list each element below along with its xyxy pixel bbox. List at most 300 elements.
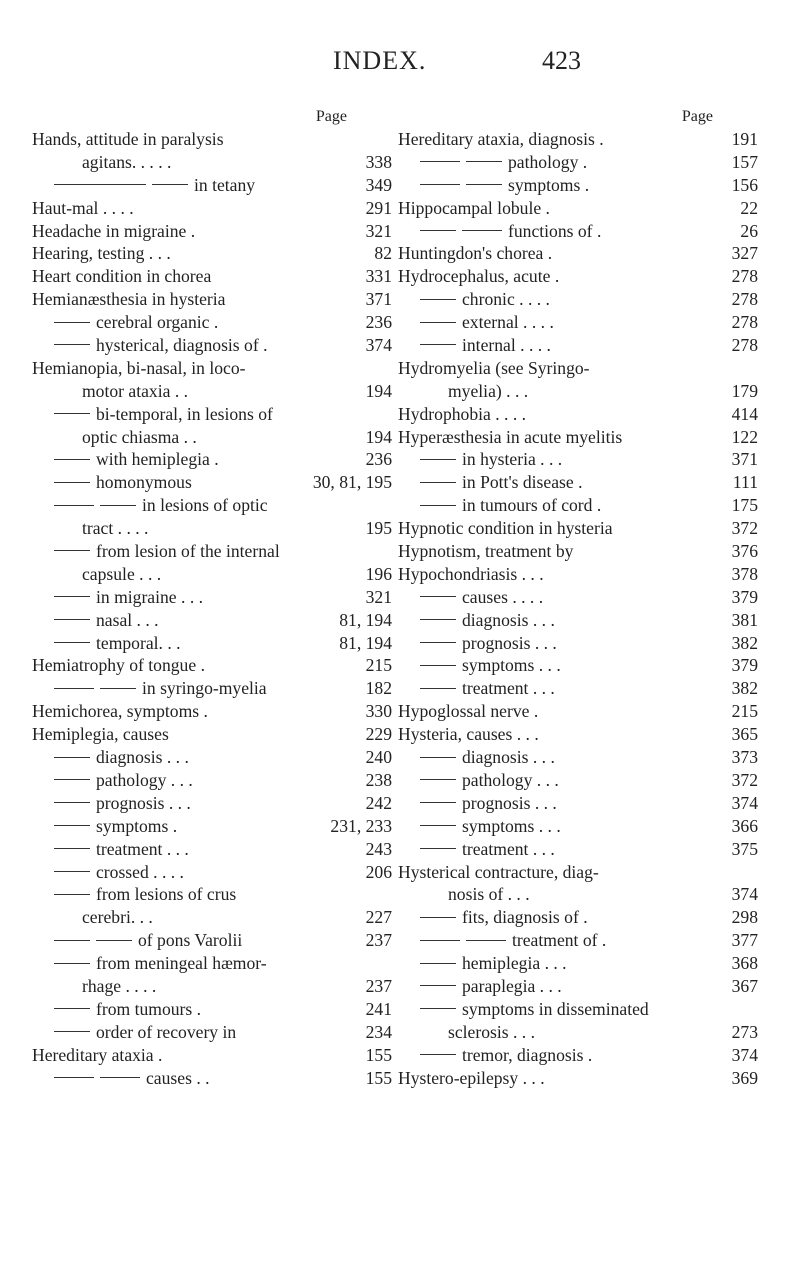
index-entry-text xyxy=(54,815,177,838)
entry-heading: Hypochondriasis xyxy=(398,563,518,584)
index-entry xyxy=(398,220,758,243)
index-entry xyxy=(398,1021,758,1044)
index-entry-text xyxy=(448,1021,535,1044)
index-entry xyxy=(32,128,392,151)
ditto-dash xyxy=(54,779,90,780)
entry-heading: homonymous xyxy=(96,472,192,493)
index-entry-text xyxy=(54,334,268,357)
entry-page-ref: 237 xyxy=(365,975,392,996)
index-entry-text xyxy=(420,334,551,357)
entry-heading: Hydromyelia (see Syringo- xyxy=(398,357,590,378)
index-entry xyxy=(32,426,392,449)
leader-dots: . xyxy=(199,701,208,722)
entry-page-ref: 194 xyxy=(365,380,392,401)
ditto-dash xyxy=(466,940,506,941)
entry-heading: from meningeal hæmor- xyxy=(96,953,267,974)
ditto-dash xyxy=(54,482,90,483)
index-entry-text xyxy=(54,1021,236,1044)
index-entry xyxy=(398,426,758,449)
ditto-dash xyxy=(420,459,456,460)
index-entry xyxy=(398,654,758,677)
entry-page-ref: 374 xyxy=(731,1044,758,1065)
index-entry xyxy=(398,815,758,838)
index-entry xyxy=(32,403,392,426)
index-entry-text xyxy=(420,494,601,517)
ditto-dash xyxy=(54,1008,90,1009)
index-entry xyxy=(32,1021,392,1044)
entry-heading: prognosis xyxy=(462,632,531,653)
ditto-dash xyxy=(54,184,146,185)
entry-heading: myelia) xyxy=(448,380,502,401)
index-entry xyxy=(32,838,392,861)
index-entry xyxy=(398,357,758,380)
leader-dots: . . . xyxy=(162,838,189,859)
index-entry xyxy=(32,677,392,700)
index-entry xyxy=(32,197,392,220)
index-entry-text xyxy=(420,1044,592,1067)
ditto-dash xyxy=(420,688,456,689)
entry-page-ref: 278 xyxy=(731,289,758,310)
index-entry-text xyxy=(420,677,555,700)
entry-page-ref: 157 xyxy=(731,151,758,172)
leader-dots: . . . . xyxy=(113,518,149,539)
entry-heading: internal xyxy=(462,335,516,356)
index-entry xyxy=(398,883,758,906)
index-entry xyxy=(32,265,392,288)
entry-page-ref: 374 xyxy=(731,884,758,905)
index-entry-text xyxy=(420,952,567,975)
entry-heading: pathology xyxy=(462,769,533,790)
leader-dots: . xyxy=(594,129,604,149)
entry-heading: pathology xyxy=(96,769,167,790)
entry-page-ref: 379 xyxy=(731,655,758,676)
ditto-dash xyxy=(54,642,90,643)
entry-page-ref: 366 xyxy=(731,815,758,836)
leader-dots: . . . xyxy=(534,815,561,836)
index-entry xyxy=(398,677,758,700)
entry-heading: symptoms in disseminated xyxy=(462,998,649,1019)
index-entry-text xyxy=(54,403,273,426)
ditto-dash xyxy=(420,825,456,826)
index-entry-text xyxy=(32,288,226,311)
index-entry xyxy=(398,334,758,357)
index-entry xyxy=(32,952,392,975)
entry-page-ref: 278 xyxy=(731,312,758,333)
index-entry-text xyxy=(398,861,599,884)
index-entry xyxy=(32,792,392,815)
index-entry xyxy=(398,128,758,151)
index-entry xyxy=(398,723,758,746)
leader-dots: . . . xyxy=(528,609,555,630)
entry-heading: Hydrophobia xyxy=(398,403,491,424)
entry-page-ref: 321 xyxy=(365,220,392,241)
ditto-dash xyxy=(420,505,456,506)
ditto-dash xyxy=(54,825,90,826)
leader-dots: . . . xyxy=(528,747,555,768)
index-entry xyxy=(32,448,392,471)
entry-page-ref: 330 xyxy=(365,701,392,722)
index-entry-text xyxy=(398,1067,545,1090)
entry-heading: temporal. xyxy=(96,632,163,653)
index-entry xyxy=(398,792,758,815)
index-entry xyxy=(398,746,758,769)
index-entry xyxy=(32,242,392,265)
index-entry-text xyxy=(420,838,555,861)
leader-dots: . . xyxy=(135,907,153,928)
entry-heading: Hysterical contracture, diag- xyxy=(398,861,599,882)
entry-heading: with hemiplegia xyxy=(96,449,210,470)
entry-page-ref: 291 xyxy=(365,197,392,218)
index-entry xyxy=(398,861,758,884)
leader-dots: . xyxy=(543,243,553,264)
ditto-dash xyxy=(54,963,90,964)
leader-dots: . . . . xyxy=(148,861,184,882)
entry-page-ref: 231, 233 xyxy=(330,815,392,836)
index-entry-text xyxy=(420,654,561,677)
leader-dots: . . . . xyxy=(121,975,157,996)
index-entry-text xyxy=(398,540,573,563)
index-entry xyxy=(32,929,392,952)
index-entry-text xyxy=(54,494,268,517)
index-entry-text xyxy=(82,563,161,586)
leader-dots: . . xyxy=(191,1067,210,1088)
ditto-dash xyxy=(54,1077,94,1078)
ditto-dash xyxy=(420,642,456,643)
entry-page-ref: 237 xyxy=(365,930,392,951)
index-entry xyxy=(32,883,392,906)
entry-page-ref: 371 xyxy=(731,449,758,470)
entry-heading: causes xyxy=(146,1067,192,1088)
index-entry xyxy=(32,1044,392,1067)
entry-page-ref: 81, 194 xyxy=(339,609,392,630)
leader-dots: . xyxy=(592,220,602,241)
leader-dots: . . . . xyxy=(518,312,554,333)
entry-page-ref: 378 xyxy=(731,563,758,584)
index-entry xyxy=(398,471,758,494)
page-header xyxy=(0,46,800,86)
ditto-dash xyxy=(100,688,136,689)
index-entry xyxy=(398,288,758,311)
index-entry-text xyxy=(82,380,188,403)
index-entry-text xyxy=(420,975,562,998)
ditto-dash xyxy=(54,619,90,620)
ditto-dash xyxy=(54,940,90,941)
entry-heading: in hysteria xyxy=(462,449,536,470)
ditto-dash xyxy=(152,184,188,185)
leader-dots: . . . xyxy=(534,655,561,676)
leader-dots: . xyxy=(597,930,607,951)
index-entry-text xyxy=(54,861,184,884)
index-entry xyxy=(32,357,392,380)
entry-page-ref: 381 xyxy=(731,609,758,630)
leader-dots: . . . xyxy=(532,769,559,790)
entry-page-ref: 229 xyxy=(365,724,392,745)
entry-heading: Hemianæsthesia in hysteria xyxy=(32,289,226,310)
ditto-dash xyxy=(466,184,502,185)
ditto-dash xyxy=(420,963,456,964)
entry-heading: Hippocampal lobule xyxy=(398,197,542,218)
index-entry-text xyxy=(82,975,156,998)
index-entry xyxy=(32,220,392,243)
page-title: INDEX. xyxy=(333,46,427,75)
ditto-dash xyxy=(420,757,456,758)
index-entry-text xyxy=(54,677,267,700)
leader-dots: . . . xyxy=(166,769,193,790)
entry-heading: Hemiplegia, causes xyxy=(32,724,169,745)
leader-dots: . xyxy=(209,312,219,333)
entry-page-ref: 155 xyxy=(365,1067,392,1088)
ditto-dash xyxy=(466,161,502,162)
entry-page-ref: 374 xyxy=(365,335,392,356)
entry-page-ref: 22 xyxy=(740,197,758,218)
index-entry xyxy=(398,563,758,586)
ditto-dash xyxy=(420,184,460,185)
entry-heading: symptoms xyxy=(462,815,535,836)
leader-dots: . xyxy=(580,174,590,195)
leader-dots: . xyxy=(153,1044,163,1065)
index-entry xyxy=(32,998,392,1021)
leader-dots: . . . xyxy=(530,792,557,813)
index-entry-text xyxy=(398,197,550,220)
leader-dots: . . . xyxy=(540,953,567,974)
index-entry-text xyxy=(420,151,587,174)
index-entry-text xyxy=(398,723,539,746)
index-entry xyxy=(398,975,758,998)
index-entry-text xyxy=(54,929,242,952)
entry-heading: crossed xyxy=(96,861,149,882)
leader-dots: . . . xyxy=(535,449,563,470)
entry-heading: diagnosis xyxy=(96,747,163,768)
ditto-dash xyxy=(420,665,456,666)
index-entry-text xyxy=(398,700,538,723)
entry-page-ref: 374 xyxy=(731,792,758,813)
entry-page-ref: 377 xyxy=(731,930,758,951)
index-entry xyxy=(32,174,392,197)
ditto-dash xyxy=(54,322,90,323)
entry-heading: capsule xyxy=(82,563,135,584)
entry-heading: hemiplegia xyxy=(462,953,541,974)
entry-heading: cerebral organic xyxy=(96,312,210,333)
entry-heading: symptoms xyxy=(508,174,581,195)
index-entry xyxy=(32,1067,392,1090)
index-entry xyxy=(32,311,392,334)
index-entry-text xyxy=(420,609,555,632)
index-entry xyxy=(398,494,758,517)
entry-heading: sclerosis xyxy=(448,1021,509,1042)
leader-dots: . . . . xyxy=(98,197,134,218)
index-entry xyxy=(398,906,758,929)
entry-heading: of pons Varolii xyxy=(138,930,243,951)
leader-dots: . xyxy=(578,151,588,172)
index-entry-text xyxy=(54,746,189,769)
index-entry xyxy=(32,861,392,884)
ditto-dash xyxy=(54,688,94,689)
index-entry-text xyxy=(54,586,203,609)
ditto-dash xyxy=(54,894,90,895)
index-entry xyxy=(398,998,758,1021)
page-column-label: Page xyxy=(681,108,713,125)
index-entry xyxy=(398,197,758,220)
index-entry xyxy=(32,151,392,174)
leader-dots: . xyxy=(192,998,202,1019)
entry-heading: Hands, attitude in paralysis xyxy=(32,129,224,149)
entry-page-ref: 196 xyxy=(365,563,392,584)
index-entry-text xyxy=(420,448,562,471)
index-entry xyxy=(398,586,758,609)
entry-page-ref: 373 xyxy=(731,747,758,768)
index-entry xyxy=(398,311,758,334)
leader-dots: . . . . xyxy=(514,289,550,310)
index-entry xyxy=(32,746,392,769)
index-entry-text xyxy=(54,1067,210,1090)
index-entry-text xyxy=(82,151,171,174)
index-entry-text xyxy=(398,357,590,380)
entry-page-ref: 81, 194 xyxy=(339,632,392,653)
entry-heading: Heart condition in chorea xyxy=(32,266,212,287)
leader-dots: . . xyxy=(162,632,181,653)
leader-dots: . xyxy=(168,815,178,836)
index-entry-text xyxy=(54,952,267,975)
entry-page-ref: 215 xyxy=(365,655,392,676)
leader-dots: . . . xyxy=(528,838,555,859)
index-entry-text xyxy=(398,265,559,288)
entry-heading: Hystero-epilepsy xyxy=(398,1067,519,1088)
index-entry-text xyxy=(54,448,219,471)
ditto-dash xyxy=(54,596,90,597)
leader-dots: . . . xyxy=(144,243,171,264)
index-entry-text xyxy=(32,357,246,380)
entry-heading: Hysteria, causes xyxy=(398,724,513,745)
entry-page-ref: 331 xyxy=(365,266,392,287)
index-entry xyxy=(398,952,758,975)
entry-page-ref: 156 xyxy=(731,174,758,195)
entry-heading: Hypnotic condition in hysteria xyxy=(398,518,613,539)
ditto-dash xyxy=(54,550,90,551)
index-entry xyxy=(398,265,758,288)
entry-page-ref: 382 xyxy=(731,678,758,699)
leader-dots: . xyxy=(258,335,268,356)
index-entry-text xyxy=(420,311,554,334)
index-entry xyxy=(32,654,392,677)
index-entry xyxy=(32,723,392,746)
index-entry-text xyxy=(420,632,557,655)
ditto-dash xyxy=(54,848,90,849)
leader-dots: . . xyxy=(179,426,197,447)
index-entry xyxy=(398,769,758,792)
entry-page-ref: 111 xyxy=(732,472,758,493)
entry-heading: symptoms xyxy=(96,815,169,836)
entry-page-ref: 82 xyxy=(374,243,392,264)
entry-heading: rhage xyxy=(82,975,122,996)
leader-dots: . . . . xyxy=(515,335,551,356)
index-entry-text xyxy=(420,815,561,838)
leader-dots: . . . xyxy=(518,1067,545,1088)
entry-page-ref: 242 xyxy=(365,792,392,813)
entry-page-ref: 236 xyxy=(365,449,392,470)
entry-heading: prognosis xyxy=(96,792,165,813)
entry-page-ref: 155 xyxy=(365,1044,392,1065)
index-entry-text xyxy=(420,998,649,1021)
ditto-dash xyxy=(54,459,90,460)
entry-page-ref: 234 xyxy=(365,1021,392,1042)
index-entry-text xyxy=(82,517,148,540)
index-entry xyxy=(32,517,392,540)
entry-page-ref: 382 xyxy=(731,632,758,653)
entry-heading: from tumours xyxy=(96,998,193,1019)
index-entry-text xyxy=(398,563,544,586)
entry-heading: in tetany xyxy=(194,174,256,195)
entry-page-ref: 30, 81, 195 xyxy=(312,472,392,493)
entry-page-ref: 191 xyxy=(731,129,758,149)
entry-page-ref: 194 xyxy=(365,426,392,447)
index-entry-text xyxy=(54,174,255,197)
index-entry xyxy=(398,1044,758,1067)
index-entry-text xyxy=(420,471,582,494)
index-entry-text xyxy=(398,242,552,265)
entry-heading: Headache in migraine xyxy=(32,220,187,241)
leader-dots: . . xyxy=(170,380,189,401)
leader-dots: . xyxy=(541,197,550,218)
entry-heading: Hemichorea, symptoms xyxy=(32,701,200,722)
ditto-dash xyxy=(54,1031,90,1032)
index-entry xyxy=(398,1067,758,1090)
entry-page-ref: 182 xyxy=(365,678,392,699)
entry-page-ref: 240 xyxy=(365,747,392,768)
leader-dots: . xyxy=(578,907,588,928)
index-entry-text xyxy=(32,654,205,677)
leader-dots: . xyxy=(196,655,205,676)
entry-page-ref: 175 xyxy=(731,495,758,516)
ditto-dash xyxy=(420,848,456,849)
ditto-dash xyxy=(420,322,456,323)
index-entry xyxy=(32,540,392,563)
entry-page-ref: 321 xyxy=(365,586,392,607)
ditto-dash xyxy=(54,802,90,803)
leader-dots: . . . xyxy=(501,380,529,401)
index-entry xyxy=(398,632,758,655)
index-entry-text xyxy=(420,792,557,815)
ditto-dash xyxy=(96,940,132,941)
entry-heading: Hemiatrophy of tongue xyxy=(32,655,197,676)
entry-page-ref: 122 xyxy=(731,426,758,447)
entry-heading: Hypoglossal nerve xyxy=(398,701,530,722)
entry-heading: hysterical, diagnosis of xyxy=(96,335,259,356)
entry-heading: in lesions of optic xyxy=(142,495,268,516)
index-entry-text xyxy=(54,471,192,494)
entry-heading: Hearing, testing xyxy=(32,243,145,264)
index-entry xyxy=(398,380,758,403)
entry-page-ref: 278 xyxy=(731,335,758,356)
entry-page-ref: 26 xyxy=(740,220,758,241)
entry-page-ref: 215 xyxy=(731,701,758,722)
entry-heading: prognosis xyxy=(462,792,531,813)
index-entry-text xyxy=(32,1044,162,1067)
ditto-dash xyxy=(420,619,456,620)
ditto-dash xyxy=(420,344,456,345)
ditto-dash xyxy=(100,505,136,506)
ditto-dash xyxy=(54,871,90,872)
entry-page-ref: 206 xyxy=(365,861,392,882)
entry-heading: Hereditary ataxia xyxy=(32,1044,154,1065)
ditto-dash xyxy=(54,413,90,414)
index-entry xyxy=(32,632,392,655)
ditto-dash xyxy=(420,917,456,918)
index-entry xyxy=(398,838,758,861)
index-entry-text xyxy=(82,906,153,929)
index-entry-text xyxy=(420,906,588,929)
index-entry-text xyxy=(420,929,606,952)
entry-page-ref: 238 xyxy=(365,769,392,790)
